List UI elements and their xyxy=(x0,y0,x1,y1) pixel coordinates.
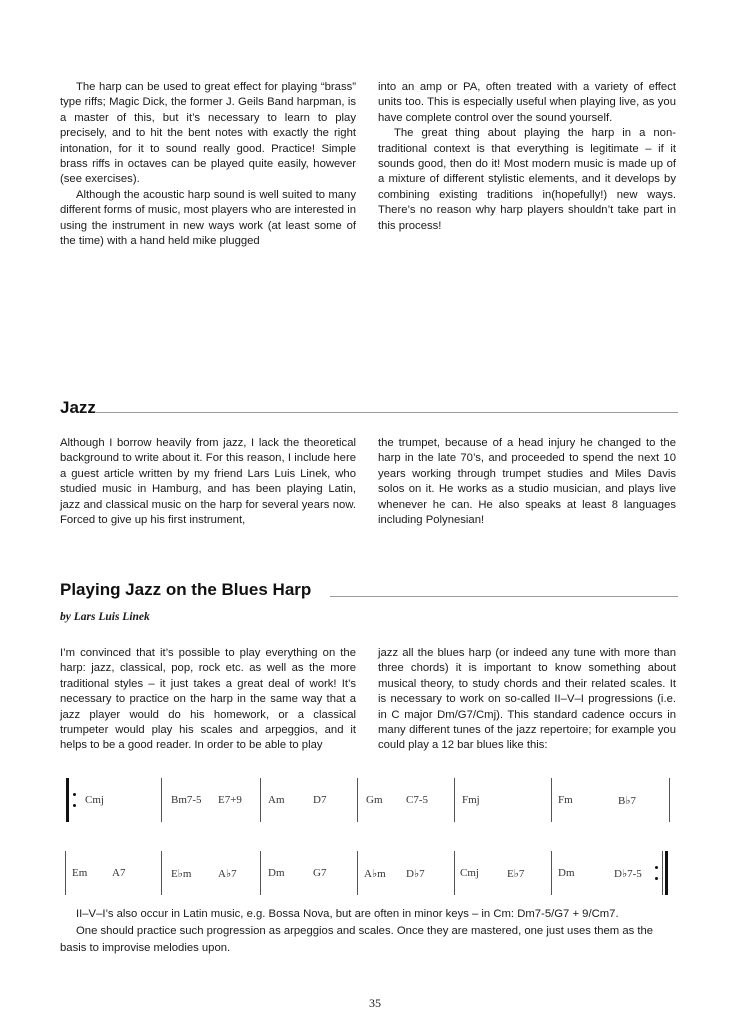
chord-symbol: Gm xyxy=(366,794,383,806)
barline xyxy=(551,851,552,895)
barline xyxy=(454,778,455,822)
chord-chart-row-1 xyxy=(60,778,672,830)
chord-symbol: G7 xyxy=(313,867,327,879)
intro-paragraph: The harp can be used to great effect for playing “brass” type riffs; Magic Dick, the former J. Geils Band harpman, is a master of this, but it’s necessary to learn to play precisely, and to hit the bent notes with exactly the right intonation, for it to sound really good. Practice! Simple brass riffs in octaves can be played quite easily, however (see exercises). xyxy=(60,81,356,186)
chord-symbol: Dm xyxy=(268,867,285,879)
after-chords-text xyxy=(60,906,680,957)
chord-symbol: Bm7-5 xyxy=(171,794,202,806)
article-left-text: I’m convinced that it’s possible to play everything on the harp: jazz, classical, pop, rock etc. as well as the more traditional styles – it just takes a great deal of work! It’s necessary to practice on the harp in the same way that a jazz player would do his homework, or a classical trumpeter would play his scales and arpeggios, and it helps to be a good reader. In order to be able to play xyxy=(60,647,356,752)
jazz-left-column xyxy=(60,436,356,528)
chord-symbol: A♭7 xyxy=(218,868,237,880)
start-repeat-barline xyxy=(66,778,69,822)
repeat-dot xyxy=(73,793,76,796)
barline xyxy=(260,778,261,822)
article-right-text: jazz all the blues harp (or indeed any tune with more than three chords) it is important to know something about musical theory, to study chords and their related scales. It is necessary to work on so-called II–V–I progressions (i.e. in C major Dm/G7/Cmj). This standard cadence occurs in many different tunes of the jazz repertoire; for example you could play a 12 bar blues like this: xyxy=(378,647,676,752)
barline xyxy=(454,851,455,895)
end-repeat-barline xyxy=(662,851,663,895)
chord-symbol: E♭7 xyxy=(507,868,525,880)
jazz-heading: Jazz xyxy=(60,398,96,417)
barline xyxy=(161,778,162,822)
jazz-right-text: the trumpet, because of a head injury he changed to the harp in the late 70’s, and proceeded to spend the next 10 years working through trumpet studies and Miles Davis solos on it. He works as a studio musician, and plays live whenever he can. He also speaks at least 8 languages including Polynesian! xyxy=(378,437,676,527)
intro-right-column xyxy=(378,80,676,234)
chord-symbol: Em xyxy=(72,867,88,879)
chord-symbol: Fm xyxy=(558,794,573,806)
jazz-right-column xyxy=(378,436,676,528)
barline xyxy=(551,778,552,822)
article-byline: by Lars Luis Linek xyxy=(60,611,150,623)
jazz-heading-rule xyxy=(96,412,678,413)
page-number: 35 xyxy=(369,996,381,1010)
barline xyxy=(65,851,66,895)
article-right-column xyxy=(378,646,676,754)
chord-symbol: B♭7 xyxy=(618,795,637,807)
after-chords-line: II–V–I’s also occur in Latin music, e.g. Bossa Nova, but are often in minor keys – in Cm: Dm7-5/G7 + 9/Cm7. xyxy=(76,908,619,920)
chord-symbol: Dm xyxy=(558,867,575,879)
jazz-left-text: Although I borrow heavily from jazz, I lack the theoretical background to write about it. For this reason, I include here a guest article written by my friend Lars Luis Linek, who studied music in Hamburg, and has been playing Latin, jazz and classical music on the harp for several years now. Forced to give up his first instrument, xyxy=(60,437,356,527)
barline xyxy=(357,851,358,895)
chord-symbol: A7 xyxy=(112,867,126,879)
chord-symbol: Cmj xyxy=(85,794,104,806)
after-chords-line: One should practice such progression as arpeggios and scales. Once they are mastered, one just uses them as the basis to improvise melodies upon. xyxy=(60,925,654,954)
repeat-dot xyxy=(655,877,658,880)
chord-symbol: Fmj xyxy=(462,794,480,806)
end-repeat-thick-barline xyxy=(665,851,668,895)
chord-symbol: Cmj xyxy=(460,867,479,879)
repeat-dot xyxy=(655,866,658,869)
barline xyxy=(260,851,261,895)
barline xyxy=(161,851,162,895)
chord-symbol: D♭7 xyxy=(406,868,425,880)
chord-symbol: E♭m xyxy=(171,868,192,880)
chord-chart-row-2 xyxy=(60,851,672,903)
chord-symbol: D♭7-5 xyxy=(614,868,642,880)
chord-symbol: C7-5 xyxy=(406,794,428,806)
intro-paragraph: The great thing about playing the harp in a non-traditional context is that everything is legitimate – if it sounds good, then do it! Most modern music is made up of a mixture of different stylistic elements, and it develops by combining existing traditions in(hopefully!) new ways. There’s no reason why harp players shouldn’t take part in this process! xyxy=(378,127,676,232)
intro-left-column xyxy=(60,80,356,249)
intro-paragraph: into an amp or PA, often treated with a variety of effect units too. This is especially useful when playing live, as you have complete control over the sound yourself. xyxy=(378,81,676,124)
article-left-column xyxy=(60,646,356,754)
chord-symbol: Am xyxy=(268,794,285,806)
barline xyxy=(669,778,670,822)
repeat-dot xyxy=(73,804,76,807)
intro-paragraph: Although the acoustic harp sound is well suited to many different forms of music, most players who are interested in using the instrument in new ways work (at least some of the time) with a hand held mike plugged xyxy=(60,188,356,248)
chord-symbol: D7 xyxy=(313,794,327,806)
chord-symbol: E7+9 xyxy=(218,794,242,806)
barline xyxy=(357,778,358,822)
article-heading: Playing Jazz on the Blues Harp xyxy=(60,580,312,599)
article-heading-rule xyxy=(330,596,678,597)
chord-symbol: A♭m xyxy=(364,868,386,880)
